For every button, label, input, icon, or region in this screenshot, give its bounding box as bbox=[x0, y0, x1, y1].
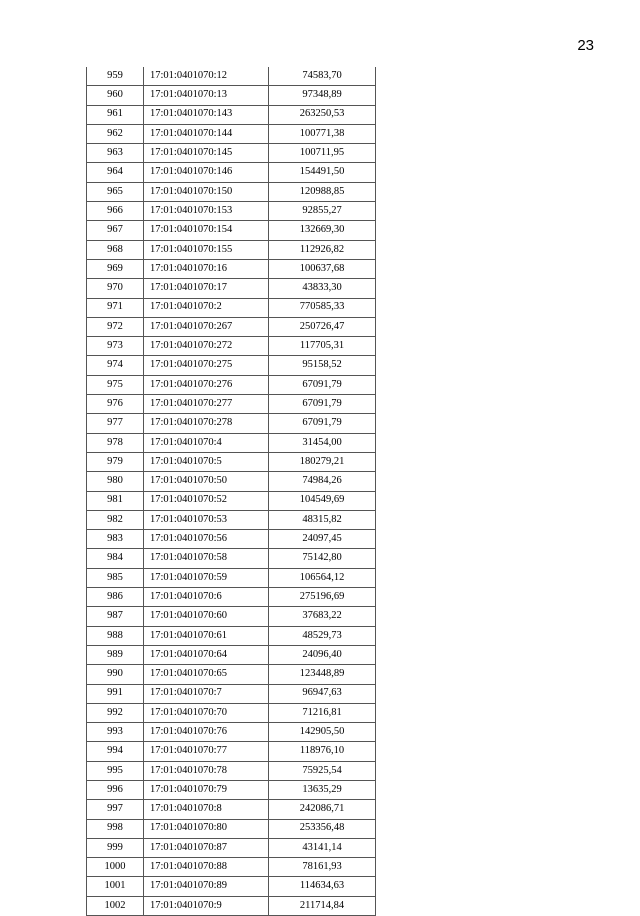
value-cell: 71216,81 bbox=[269, 703, 376, 722]
table-row bbox=[87, 780, 376, 799]
value-cell: 43833,30 bbox=[269, 279, 376, 298]
row-number-cell: 980 bbox=[87, 472, 144, 491]
table-row bbox=[87, 838, 376, 857]
value-cell: 43141,14 bbox=[269, 838, 376, 857]
value-cell: 117705,31 bbox=[269, 337, 376, 356]
cadastral-number-cell: 17:01:0401070:65 bbox=[144, 665, 269, 684]
table-row bbox=[87, 645, 376, 664]
table-row bbox=[87, 723, 376, 742]
table-row bbox=[87, 86, 376, 105]
cadastral-number-cell: 17:01:0401070:6 bbox=[144, 588, 269, 607]
cadastral-number-cell: 17:01:0401070:145 bbox=[144, 144, 269, 163]
cadastral-number-cell: 17:01:0401070:12 bbox=[144, 67, 269, 86]
cadastral-number-cell: 17:01:0401070:56 bbox=[144, 530, 269, 549]
value-cell: 31454,00 bbox=[269, 433, 376, 452]
table-row bbox=[87, 626, 376, 645]
table-row bbox=[87, 337, 376, 356]
row-number-cell: 961 bbox=[87, 105, 144, 124]
cadastral-number-cell: 17:01:0401070:78 bbox=[144, 761, 269, 780]
value-cell: 48315,82 bbox=[269, 510, 376, 529]
row-number-cell: 1002 bbox=[87, 896, 144, 915]
table-row bbox=[87, 433, 376, 452]
cadastral-number-cell: 17:01:0401070:154 bbox=[144, 221, 269, 240]
value-cell: 180279,21 bbox=[269, 452, 376, 471]
value-cell: 770585,33 bbox=[269, 298, 376, 317]
cadastral-number-cell: 17:01:0401070:278 bbox=[144, 414, 269, 433]
table-row bbox=[87, 742, 376, 761]
value-cell: 100637,68 bbox=[269, 259, 376, 278]
value-cell: 104549,69 bbox=[269, 491, 376, 510]
table-row bbox=[87, 240, 376, 259]
table-row bbox=[87, 317, 376, 336]
row-number-cell: 964 bbox=[87, 163, 144, 182]
table-row bbox=[87, 298, 376, 317]
table-row bbox=[87, 105, 376, 124]
value-cell: 67091,79 bbox=[269, 414, 376, 433]
row-number-cell: 976 bbox=[87, 395, 144, 414]
row-number-cell: 991 bbox=[87, 684, 144, 703]
row-number-cell: 997 bbox=[87, 800, 144, 819]
cadastral-number-cell: 17:01:0401070:144 bbox=[144, 124, 269, 143]
table-row bbox=[87, 414, 376, 433]
table-row bbox=[87, 684, 376, 703]
table-row bbox=[87, 259, 376, 278]
table-row bbox=[87, 182, 376, 201]
value-cell: 92855,27 bbox=[269, 202, 376, 221]
row-number-cell: 992 bbox=[87, 703, 144, 722]
table-row bbox=[87, 568, 376, 587]
cadastral-number-cell: 17:01:0401070:16 bbox=[144, 259, 269, 278]
table-row bbox=[87, 356, 376, 375]
cadastral-number-cell: 17:01:0401070:52 bbox=[144, 491, 269, 510]
value-cell: 263250,53 bbox=[269, 105, 376, 124]
value-cell: 13635,29 bbox=[269, 780, 376, 799]
table-row bbox=[87, 375, 376, 394]
table-row bbox=[87, 549, 376, 568]
value-cell: 78161,93 bbox=[269, 858, 376, 877]
value-cell: 100711,95 bbox=[269, 144, 376, 163]
table-row bbox=[87, 491, 376, 510]
cadastral-number-cell: 17:01:0401070:89 bbox=[144, 877, 269, 896]
value-cell: 75925,54 bbox=[269, 761, 376, 780]
cadastral-number-cell: 17:01:0401070:272 bbox=[144, 337, 269, 356]
cadastral-number-cell: 17:01:0401070:80 bbox=[144, 819, 269, 838]
table-row bbox=[87, 665, 376, 684]
value-cell: 106564,12 bbox=[269, 568, 376, 587]
value-cell: 100771,38 bbox=[269, 124, 376, 143]
row-number-cell: 988 bbox=[87, 626, 144, 645]
table-row bbox=[87, 800, 376, 819]
cadastral-number-cell: 17:01:0401070:2 bbox=[144, 298, 269, 317]
value-cell: 24097,45 bbox=[269, 530, 376, 549]
cadastral-number-cell: 17:01:0401070:58 bbox=[144, 549, 269, 568]
cadastral-number-cell: 17:01:0401070:50 bbox=[144, 472, 269, 491]
value-cell: 67091,79 bbox=[269, 375, 376, 394]
cadastral-number-cell: 17:01:0401070:17 bbox=[144, 279, 269, 298]
value-cell: 250726,47 bbox=[269, 317, 376, 336]
row-number-cell: 978 bbox=[87, 433, 144, 452]
cadastral-number-cell: 17:01:0401070:277 bbox=[144, 395, 269, 414]
page-number: 23 bbox=[577, 37, 594, 54]
cadastral-number-cell: 17:01:0401070:76 bbox=[144, 723, 269, 742]
value-cell: 154491,50 bbox=[269, 163, 376, 182]
cadastral-number-cell: 17:01:0401070:150 bbox=[144, 182, 269, 201]
row-number-cell: 987 bbox=[87, 607, 144, 626]
cadastral-number-cell: 17:01:0401070:275 bbox=[144, 356, 269, 375]
cadastral-number-cell: 17:01:0401070:4 bbox=[144, 433, 269, 452]
table-row bbox=[87, 877, 376, 896]
row-number-cell: 985 bbox=[87, 568, 144, 587]
row-number-cell: 982 bbox=[87, 510, 144, 529]
row-number-cell: 971 bbox=[87, 298, 144, 317]
cadastral-number-cell: 17:01:0401070:13 bbox=[144, 86, 269, 105]
row-number-cell: 1001 bbox=[87, 877, 144, 896]
cadastral-number-cell: 17:01:0401070:5 bbox=[144, 452, 269, 471]
row-number-cell: 968 bbox=[87, 240, 144, 259]
value-cell: 37683,22 bbox=[269, 607, 376, 626]
cadastral-number-cell: 17:01:0401070:146 bbox=[144, 163, 269, 182]
value-cell: 74984,26 bbox=[269, 472, 376, 491]
row-number-cell: 977 bbox=[87, 414, 144, 433]
value-cell: 96947,63 bbox=[269, 684, 376, 703]
cadastral-number-cell: 17:01:0401070:88 bbox=[144, 858, 269, 877]
cadastral-number-cell: 17:01:0401070:155 bbox=[144, 240, 269, 259]
table-row bbox=[87, 67, 376, 86]
value-cell: 74583,70 bbox=[269, 67, 376, 86]
parcel-table bbox=[86, 67, 376, 916]
row-number-cell: 1000 bbox=[87, 858, 144, 877]
table-row bbox=[87, 510, 376, 529]
cadastral-number-cell: 17:01:0401070:53 bbox=[144, 510, 269, 529]
row-number-cell: 989 bbox=[87, 645, 144, 664]
row-number-cell: 959 bbox=[87, 67, 144, 86]
table-row bbox=[87, 395, 376, 414]
table-row bbox=[87, 279, 376, 298]
table-row bbox=[87, 588, 376, 607]
table-row bbox=[87, 896, 376, 915]
table-row bbox=[87, 124, 376, 143]
cadastral-number-cell: 17:01:0401070:61 bbox=[144, 626, 269, 645]
cadastral-number-cell: 17:01:0401070:143 bbox=[144, 105, 269, 124]
row-number-cell: 974 bbox=[87, 356, 144, 375]
row-number-cell: 996 bbox=[87, 780, 144, 799]
row-number-cell: 994 bbox=[87, 742, 144, 761]
table-row bbox=[87, 221, 376, 240]
table-row bbox=[87, 858, 376, 877]
row-number-cell: 967 bbox=[87, 221, 144, 240]
row-number-cell: 960 bbox=[87, 86, 144, 105]
table-body bbox=[87, 67, 376, 916]
value-cell: 123448,89 bbox=[269, 665, 376, 684]
row-number-cell: 965 bbox=[87, 182, 144, 201]
table-row bbox=[87, 703, 376, 722]
row-number-cell: 981 bbox=[87, 491, 144, 510]
value-cell: 132669,30 bbox=[269, 221, 376, 240]
table-row bbox=[87, 819, 376, 838]
value-cell: 75142,80 bbox=[269, 549, 376, 568]
row-number-cell: 984 bbox=[87, 549, 144, 568]
value-cell: 211714,84 bbox=[269, 896, 376, 915]
row-number-cell: 999 bbox=[87, 838, 144, 857]
value-cell: 95158,52 bbox=[269, 356, 376, 375]
row-number-cell: 973 bbox=[87, 337, 144, 356]
row-number-cell: 979 bbox=[87, 452, 144, 471]
value-cell: 114634,63 bbox=[269, 877, 376, 896]
row-number-cell: 995 bbox=[87, 761, 144, 780]
value-cell: 142905,50 bbox=[269, 723, 376, 742]
cadastral-number-cell: 17:01:0401070:267 bbox=[144, 317, 269, 336]
cadastral-number-cell: 17:01:0401070:7 bbox=[144, 684, 269, 703]
value-cell: 48529,73 bbox=[269, 626, 376, 645]
cadastral-number-cell: 17:01:0401070:79 bbox=[144, 780, 269, 799]
value-cell: 120988,85 bbox=[269, 182, 376, 201]
cadastral-number-cell: 17:01:0401070:64 bbox=[144, 645, 269, 664]
row-number-cell: 963 bbox=[87, 144, 144, 163]
value-cell: 253356,48 bbox=[269, 819, 376, 838]
table-row bbox=[87, 761, 376, 780]
cadastral-number-cell: 17:01:0401070:70 bbox=[144, 703, 269, 722]
table-row bbox=[87, 163, 376, 182]
row-number-cell: 962 bbox=[87, 124, 144, 143]
value-cell: 275196,69 bbox=[269, 588, 376, 607]
table-row bbox=[87, 472, 376, 491]
table-row bbox=[87, 607, 376, 626]
value-cell: 242086,71 bbox=[269, 800, 376, 819]
cadastral-number-cell: 17:01:0401070:77 bbox=[144, 742, 269, 761]
row-number-cell: 986 bbox=[87, 588, 144, 607]
table-row bbox=[87, 530, 376, 549]
cadastral-number-cell: 17:01:0401070:276 bbox=[144, 375, 269, 394]
cadastral-number-cell: 17:01:0401070:60 bbox=[144, 607, 269, 626]
value-cell: 24096,40 bbox=[269, 645, 376, 664]
cadastral-number-cell: 17:01:0401070:153 bbox=[144, 202, 269, 221]
table-row bbox=[87, 144, 376, 163]
row-number-cell: 966 bbox=[87, 202, 144, 221]
value-cell: 118976,10 bbox=[269, 742, 376, 761]
row-number-cell: 993 bbox=[87, 723, 144, 742]
cadastral-number-cell: 17:01:0401070:87 bbox=[144, 838, 269, 857]
table-row bbox=[87, 202, 376, 221]
row-number-cell: 990 bbox=[87, 665, 144, 684]
cadastral-number-cell: 17:01:0401070:9 bbox=[144, 896, 269, 915]
value-cell: 97348,89 bbox=[269, 86, 376, 105]
cadastral-number-cell: 17:01:0401070:59 bbox=[144, 568, 269, 587]
row-number-cell: 972 bbox=[87, 317, 144, 336]
value-cell: 67091,79 bbox=[269, 395, 376, 414]
row-number-cell: 983 bbox=[87, 530, 144, 549]
row-number-cell: 975 bbox=[87, 375, 144, 394]
table-row bbox=[87, 452, 376, 471]
row-number-cell: 969 bbox=[87, 259, 144, 278]
row-number-cell: 970 bbox=[87, 279, 144, 298]
value-cell: 112926,82 bbox=[269, 240, 376, 259]
cadastral-number-cell: 17:01:0401070:8 bbox=[144, 800, 269, 819]
row-number-cell: 998 bbox=[87, 819, 144, 838]
